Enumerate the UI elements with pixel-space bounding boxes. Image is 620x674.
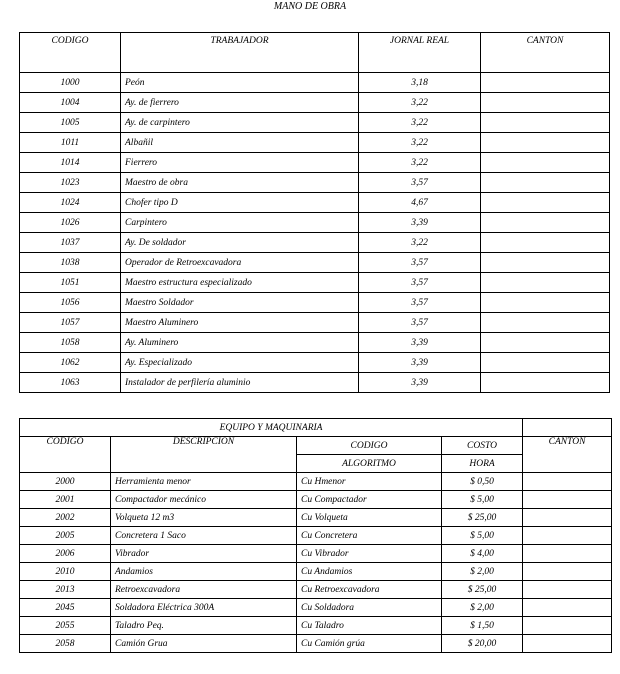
description-cell: Concretera 1 Saco (111, 527, 297, 545)
algorithm-cell: Cu Andamios (297, 563, 442, 581)
code-cell: 1024 (20, 193, 121, 213)
worker-cell: Ay. Especializado (121, 353, 359, 373)
cost-cell: $ 5,00 (442, 491, 523, 509)
worker-cell: Peón (121, 73, 359, 93)
wage-cell: 3,18 (359, 73, 481, 93)
code-cell: 1058 (20, 333, 121, 353)
canton-cell (481, 293, 610, 313)
canton-cell (481, 173, 610, 193)
worker-cell: Ay. Aluminero (121, 333, 359, 353)
worker-cell: Maestro Soldador (121, 293, 359, 313)
table-row (20, 333, 610, 353)
code-cell: 1057 (20, 313, 121, 333)
worker-cell: Carpintero (121, 213, 359, 233)
worker-cell: Operador de Retroexcavadora (121, 253, 359, 273)
labor-header-row (20, 33, 610, 73)
canton-cell (481, 213, 610, 233)
cost-cell: $ 2,00 (442, 563, 523, 581)
empty-cell (523, 419, 612, 437)
canton-cell (523, 617, 612, 635)
header-jornal-real: JORNAL REAL (359, 33, 481, 73)
algorithm-cell: Cu Compactador (297, 491, 442, 509)
canton-cell (481, 353, 610, 373)
description-cell: Retroexcavadora (111, 581, 297, 599)
header-canton: CANTON (523, 437, 612, 473)
table-row (20, 313, 610, 333)
code-cell: 2000 (20, 473, 111, 491)
worker-cell: Fierrero (121, 153, 359, 173)
canton-cell (481, 273, 610, 293)
canton-cell (523, 527, 612, 545)
table-row (20, 173, 610, 193)
canton-cell (481, 233, 610, 253)
wage-cell: 4,67 (359, 193, 481, 213)
cost-cell: $ 1,50 (442, 617, 523, 635)
canton-cell (481, 193, 610, 213)
algorithm-cell: Cu Vibrador (297, 545, 442, 563)
canton-cell (481, 333, 610, 353)
algorithm-cell: Cu Volqueta (297, 509, 442, 527)
table-row (20, 527, 612, 545)
table-row (20, 373, 610, 393)
table-row (20, 73, 610, 93)
header-descripcion: DESCRIPCION (111, 437, 297, 473)
canton-cell (481, 153, 610, 173)
code-cell: 2001 (20, 491, 111, 509)
algorithm-cell: Cu Soldadora (297, 599, 442, 617)
code-cell: 1004 (20, 93, 121, 113)
code-cell: 1062 (20, 353, 121, 373)
description-cell: Volqueta 12 m3 (111, 509, 297, 527)
code-cell: 1026 (20, 213, 121, 233)
cost-cell: $ 0,50 (442, 473, 523, 491)
worker-cell: Maestro de obra (121, 173, 359, 193)
labor-table (19, 32, 610, 393)
code-cell: 1000 (20, 73, 121, 93)
cost-cell: $ 25,00 (442, 509, 523, 527)
wage-cell: 3,22 (359, 113, 481, 133)
equipment-table (19, 418, 612, 653)
code-cell: 2010 (20, 563, 111, 581)
worker-cell: Albañil (121, 133, 359, 153)
header-canton: CANTON (481, 33, 610, 73)
table-row (20, 233, 610, 253)
worker-cell: Maestro Aluminero (121, 313, 359, 333)
wage-cell: 3,39 (359, 353, 481, 373)
wage-cell: 3,57 (359, 273, 481, 293)
canton-cell (481, 373, 610, 393)
table-row (20, 599, 612, 617)
cost-cell: $ 4,00 (442, 545, 523, 563)
code-cell: 1063 (20, 373, 121, 393)
canton-cell (523, 545, 612, 563)
table-row (20, 93, 610, 113)
wage-cell: 3,22 (359, 93, 481, 113)
canton-cell (481, 113, 610, 133)
canton-cell (481, 73, 610, 93)
description-cell: Vibrador (111, 545, 297, 563)
header-codigo: CODIGO (20, 437, 111, 473)
code-cell: 1056 (20, 293, 121, 313)
wage-cell: 3,22 (359, 233, 481, 253)
description-cell: Compactador mecánico (111, 491, 297, 509)
description-cell: Soldadora Eléctrica 300A (111, 599, 297, 617)
header-algoritmo: ALGORITMO (297, 455, 442, 473)
wage-cell: 3,57 (359, 173, 481, 193)
canton-cell (523, 635, 612, 653)
header-hora: HORA (442, 455, 523, 473)
table-row (20, 635, 612, 653)
code-cell: 1011 (20, 133, 121, 153)
table-row (20, 153, 610, 173)
wage-cell: 3,39 (359, 213, 481, 233)
equipment-section-title: EQUIPO Y MAQUINARIA (20, 419, 523, 437)
code-cell: 2045 (20, 599, 111, 617)
code-cell: 1005 (20, 113, 121, 133)
table-row (20, 253, 610, 273)
header-trabajador: TRABAJADOR (121, 33, 359, 73)
table-row (20, 545, 612, 563)
wage-cell: 3,57 (359, 253, 481, 273)
code-cell: 2013 (20, 581, 111, 599)
wage-cell: 3,57 (359, 313, 481, 333)
wage-cell: 3,22 (359, 133, 481, 153)
cost-cell: $ 2,00 (442, 599, 523, 617)
table-row (20, 581, 612, 599)
algorithm-cell: Cu Hmenor (297, 473, 442, 491)
table-row (20, 213, 610, 233)
code-cell: 1023 (20, 173, 121, 193)
table-row (20, 353, 610, 373)
table-row (20, 193, 610, 213)
header-costo: COSTO (442, 437, 523, 455)
algorithm-cell: Cu Camión grúa (297, 635, 442, 653)
table-row (20, 563, 612, 581)
code-cell: 2005 (20, 527, 111, 545)
description-cell: Camión Grua (111, 635, 297, 653)
equipment-header-row-1 (20, 437, 612, 455)
table-row (20, 113, 610, 133)
worker-cell: Ay. De soldador (121, 233, 359, 253)
code-cell: 2055 (20, 617, 111, 635)
code-cell: 1037 (20, 233, 121, 253)
table-row (20, 617, 612, 635)
canton-cell (481, 313, 610, 333)
description-cell: Andamios (111, 563, 297, 581)
worker-cell: Chofer tipo D (121, 193, 359, 213)
table-row (20, 473, 612, 491)
canton-cell (523, 599, 612, 617)
worker-cell: Ay. de fierrero (121, 93, 359, 113)
algorithm-cell: Cu Taladro (297, 617, 442, 635)
code-cell: 1014 (20, 153, 121, 173)
worker-cell: Instalador de perfilería aluminio (121, 373, 359, 393)
wage-cell: 3,39 (359, 373, 481, 393)
page-title: MANO DE OBRA (273, 1, 347, 12)
equipment-title-row (20, 419, 612, 437)
code-cell: 1038 (20, 253, 121, 273)
cost-cell: $ 5,00 (442, 527, 523, 545)
description-cell: Herramienta menor (111, 473, 297, 491)
canton-cell (523, 509, 612, 527)
worker-cell: Ay. de carpintero (121, 113, 359, 133)
canton-cell (481, 133, 610, 153)
canton-cell (523, 491, 612, 509)
table-row (20, 293, 610, 313)
canton-cell (481, 93, 610, 113)
code-cell: 1051 (20, 273, 121, 293)
wage-cell: 3,22 (359, 153, 481, 173)
header-codigo: CODIGO (20, 33, 121, 73)
canton-cell (523, 581, 612, 599)
wage-cell: 3,57 (359, 293, 481, 313)
description-cell: Taladro Peq. (111, 617, 297, 635)
algorithm-cell: Cu Concretera (297, 527, 442, 545)
cost-cell: $ 20,00 (442, 635, 523, 653)
table-row (20, 491, 612, 509)
code-cell: 2058 (20, 635, 111, 653)
canton-cell (523, 563, 612, 581)
header-codigo-algoritmo: CODIGO (297, 437, 442, 455)
table-row (20, 509, 612, 527)
canton-cell (481, 253, 610, 273)
code-cell: 2002 (20, 509, 111, 527)
wage-cell: 3,39 (359, 333, 481, 353)
cost-cell: $ 25,00 (442, 581, 523, 599)
table-row (20, 133, 610, 153)
worker-cell: Maestro estructura especializado (121, 273, 359, 293)
canton-cell (523, 473, 612, 491)
code-cell: 2006 (20, 545, 111, 563)
table-row (20, 273, 610, 293)
algorithm-cell: Cu Retroexcavadora (297, 581, 442, 599)
